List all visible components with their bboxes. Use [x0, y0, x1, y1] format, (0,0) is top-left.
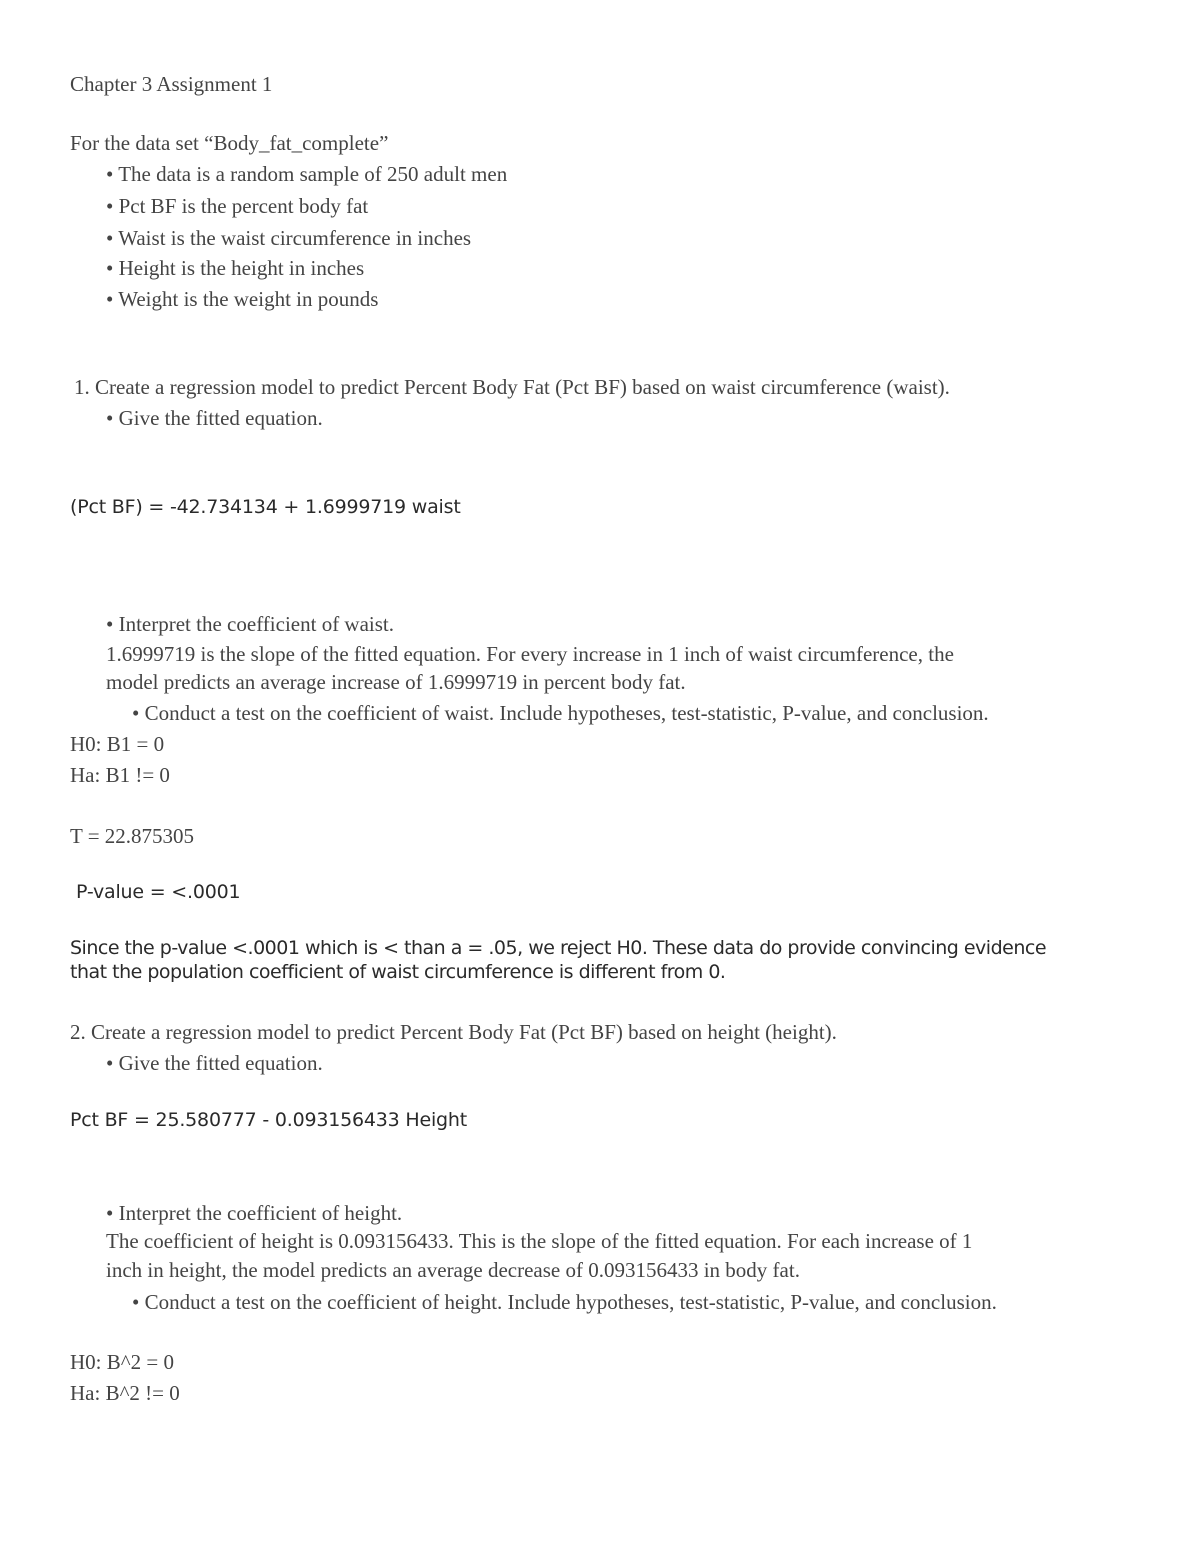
- q2-fitted-bullet: • Give the fitted equation.: [106, 1051, 323, 1075]
- dataset-bullet: • Height is the height in inches: [106, 256, 365, 280]
- q2-interpret-bullet: • Interpret the coefficient of height.: [106, 1201, 403, 1225]
- q1-alt-hypothesis: Ha: B1 != 0: [70, 763, 170, 787]
- q2-prompt: 2. Create a regression model to predict Percent Body Fat (Pct BF) based on height (height).: [70, 1020, 837, 1044]
- q1-p-value: P-value = <.0001: [76, 881, 241, 903]
- q2-interpret-text: inch in height, the model predicts an average decrease of 0.093156433 in body fat.: [106, 1258, 800, 1282]
- q1-interpret-text: model predicts an average increase of 1.6999719 in percent body fat.: [106, 670, 686, 694]
- dataset-bullet: • The data is a random sample of 250 adult men: [106, 162, 508, 186]
- dataset-bullet: • Pct BF is the percent body fat: [106, 194, 369, 218]
- q1-interpret-bullet: • Interpret the coefficient of waist.: [106, 612, 395, 636]
- q2-equation: Pct BF = 25.580777 - 0.093156433 Height: [70, 1109, 468, 1131]
- q1-fitted-bullet: • Give the fitted equation.: [106, 406, 323, 430]
- q2-alt-hypothesis: Ha: B^2 != 0: [70, 1381, 180, 1405]
- document-title: Chapter 3 Assignment 1: [70, 72, 273, 96]
- q1-equation: (Pct BF) = -42.734134 + 1.6999719 waist: [70, 496, 461, 518]
- q2-null-hypothesis: H0: B^2 = 0: [70, 1350, 174, 1374]
- q1-conclusion: that the population coefficient of waist circumference is different from 0.: [70, 961, 726, 983]
- q1-null-hypothesis: H0: B1 = 0: [70, 732, 165, 756]
- q1-conclusion: Since the p-value <.0001 which is < than a = .05, we reject H0. These data do provide convincing evidence: [70, 937, 1047, 959]
- q1-prompt: 1. Create a regression model to predict Percent Body Fat (Pct BF) based on waist circumference (waist).: [74, 375, 950, 399]
- dataset-bullet: • Weight is the weight in pounds: [106, 287, 379, 311]
- q2-test-bullet: • Conduct a test on the coefficient of height. Include hypotheses, test-statistic, P-value, and conclusion.: [132, 1290, 997, 1314]
- q1-interpret-text: 1.6999719 is the slope of the fitted equation. For every increase in 1 inch of waist circumference, the: [106, 642, 954, 666]
- q1-test-bullet: • Conduct a test on the coefficient of waist. Include hypotheses, test-statistic, P-value, and conclusion.: [132, 701, 989, 725]
- q2-interpret-text: The coefficient of height is 0.093156433. This is the slope of the fitted equation. For each increase of 1: [106, 1229, 973, 1253]
- intro-text: For the data set “Body_fat_complete”: [70, 131, 389, 155]
- q1-test-statistic: T = 22.875305: [70, 824, 195, 848]
- dataset-bullet: • Waist is the waist circumference in inches: [106, 226, 472, 250]
